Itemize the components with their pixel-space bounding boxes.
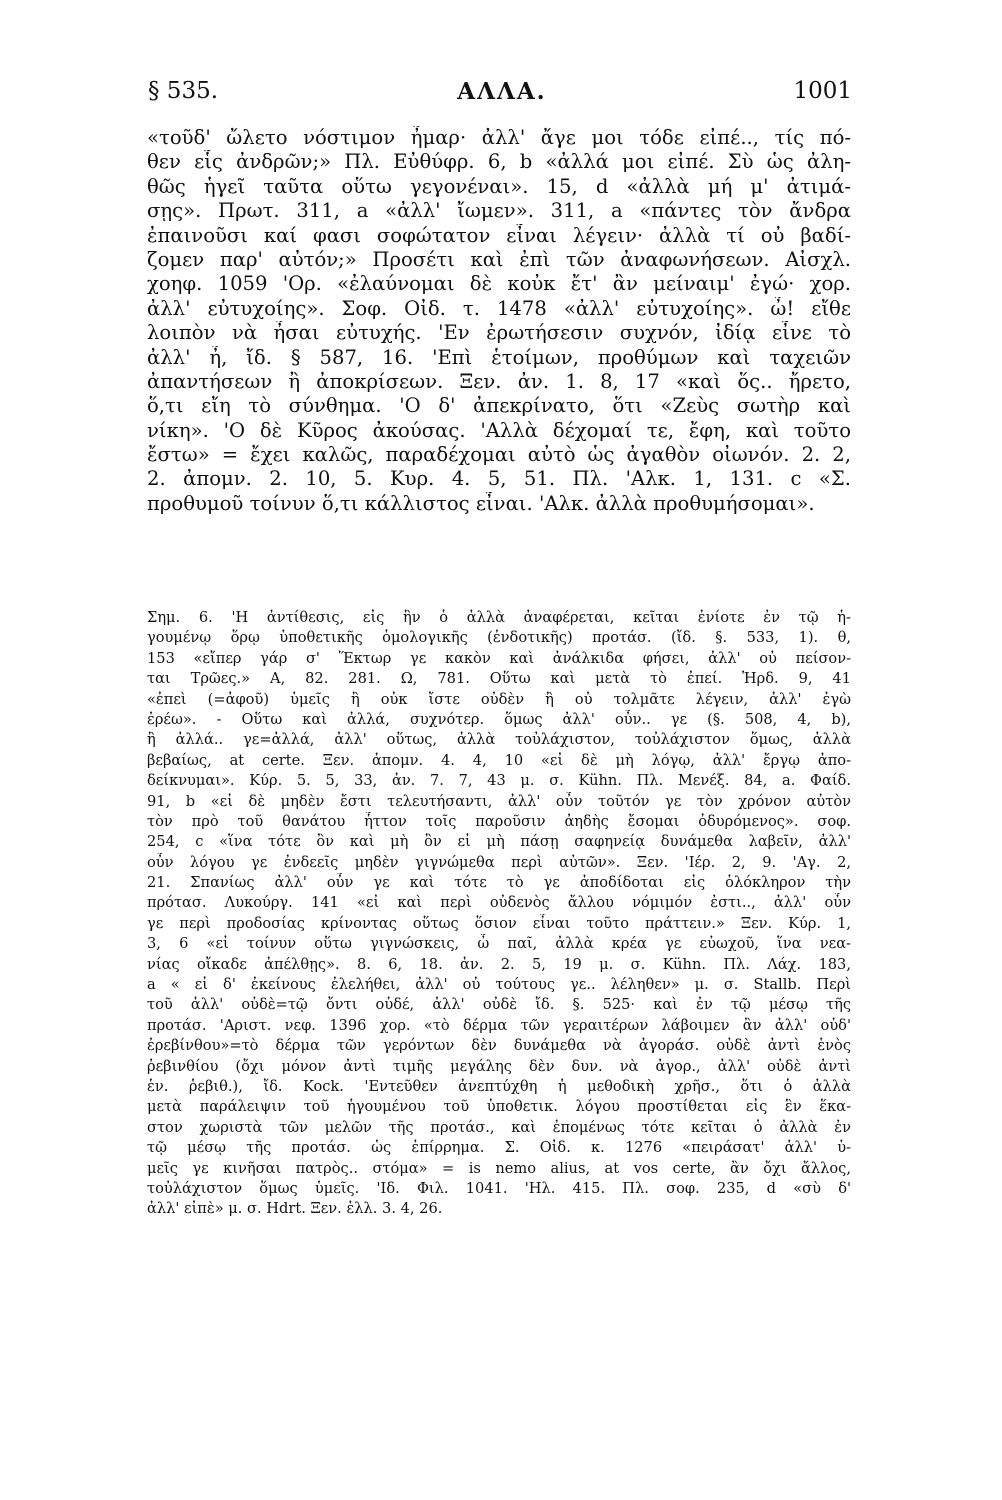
text-line: θεν εἷς ἀνδρῶν;» Πλ. Εὐθύφρ. 6, b «ἀλλά μοι εἰπέ. Σὺ ὡς ἀλη- bbox=[147, 150, 851, 174]
text-line: 2. ἀπομν. 2. 10, 5. Κυρ. 4. 5, 51. Πλ. 'Αλκ. 1, 131. c «Σ. bbox=[147, 467, 851, 491]
footnote-line: μεῖς γε κινῆσαι πατρὸς.. στόμα» = is nemo alius, at vos certe, ἂν ὄχι ἄλλος, bbox=[147, 1159, 851, 1177]
footnote-line: τὸν πρὸ τοῦ θανάτου ἧττον τοῖς παροῦσιν ἀηδὴς ἔσομαι ὀδυρόμενος». σοφ. bbox=[147, 812, 851, 830]
footnote-line: 153 «εἴπερ γάρ σ' Ἕκτωρ γε κακὸν καὶ ἀνάλκιδα φήσει, ἀλλ' οὐ πείσον- bbox=[147, 649, 851, 667]
footnote-line: ἢ ἀλλά.. γε=ἀλλά, ἀλλ' οὕτως, ἀλλὰ τοὐλάχιστον, τοὐλάχιστον ὅμως, ἀλλὰ bbox=[147, 731, 851, 749]
text-line: ἐπαινοῦσι καί φασι σοφώτατον εἶναι λέγειν· ἀλλὰ τί οὐ βαδί- bbox=[147, 223, 851, 247]
footnote-line: 3, 6 «εἰ τοίνυν οὕτω γιγνώσκεις, ὦ παῖ, ἀλλὰ κρέα γε εὐωχοῦ, ἵνα νεα- bbox=[147, 935, 851, 953]
footnote-line: τοὐλάχιστον ὅμως ὑμεῖς. 'Ιδ. Φιλ. 1041. 'Ηλ. 415. Πλ. σοφ. 235, d «σὺ δ' bbox=[147, 1179, 851, 1197]
page-number: 1001 bbox=[793, 78, 852, 104]
footnote-line: 91, b «εἰ δὲ μηδὲν ἔστι τελευτήσαντι, ἀλλ' οὖν τοῦτόν γε τὸν χρόνον αὐτὸν bbox=[147, 792, 851, 810]
text-line: ἀπαντήσεων ἢ ἀποκρίσεων. Ξεν. ἀν. 1. 8, 17 «καὶ ὅς.. ἤρετο, bbox=[147, 369, 851, 393]
footnote-line: βεβαίως, at certe. Ξεν. ἀπομν. 4. 4, 10 «εἰ δὲ μὴ λόγῳ, ἀλλ' ἔργῳ ἀπο- bbox=[147, 751, 851, 769]
text-line: «τοῦδ' ὤλετο νόστιμον ἦμαρ· ἀλλ' ἄγε μοι τόδε εἰπέ.., τίς πό- bbox=[147, 126, 851, 149]
text-line: σῃς». Πρωτ. 311, a «ἀλλ' ἴωμεν». 311, a «πάντες τὸν ἄνδρα bbox=[147, 199, 851, 223]
footnote-line: ἑν. ῥεβιθ.), ἴδ. Kock. 'Εντεῦθεν ἀνεπτύχθη ἡ μεθοδικὴ χρῆσ., ὅτι ὁ ἀλλὰ bbox=[147, 1077, 851, 1095]
text-line: θῶς ἡγεῖ ταῦτα οὕτω γεγονέναι». 15, d «ἀλλὰ μή μ' ἀτιμά- bbox=[147, 174, 851, 198]
footnote-line: 254, c «ἵνα τότε ὂν καὶ μὴ ὂν εἰ μὴ πάσῃ σαφηνείᾳ δυνάμεθα λαβεῖν, ἀλλ' bbox=[147, 833, 851, 851]
footnote-line: a « εἰ δ' ἐκείνους ἐλελήθει, ἀλλ' οὐ τούτους γε.. λέληθεν» μ. σ. Stallb. Περὶ bbox=[147, 976, 851, 994]
text-line: λοιπὸν νὰ ἦσαι εὐτυχής. 'Εν ἐρωτήσεσιν συχνόν, ἰδίᾳ εἶνε τὸ bbox=[147, 321, 851, 345]
footnote-line: στον χωριστὰ τῶν μελῶν τῆς προτάσ., καὶ ἐπομένως τότε κεῖται ὁ ἀλλὰ ἐν bbox=[147, 1118, 851, 1136]
text-line: νίκη». 'Ο δὲ Κῦρος ἀκούσας. 'Αλλὰ δέχομαί τε, ἔφη, καὶ τοῦτο bbox=[147, 418, 851, 442]
footnote-line: πρότασ. Λυκούργ. 141 «εἰ καὶ περὶ οὐδενὸς ἄλλου νόμιμόν ἐστι.., ἀλλ' οὖν bbox=[147, 894, 851, 912]
footnote-line: ἀλλ' εἰπὲ» μ. σ. Hdrt. Ξεν. ἑλλ. 3. 4, 26. bbox=[147, 1200, 443, 1218]
footnote-line: μετὰ παράλειψιν τοῦ ἡγουμένου τοῦ ὑποθετικ. λόγου προστίθεται εἰς ἓν ἕκα- bbox=[147, 1098, 851, 1116]
footnote-line: προτάσ. 'Αριστ. νεφ. 1396 χορ. «τὸ δέρμα τῶν γεραιτέρων λάβοιμεν ἂν ἀλλ' οὐδ' bbox=[147, 1016, 851, 1034]
text-line: ζομεν παρ' αὐτόν;» Προσέτι καὶ ἐπὶ τῶν ἀναφωνήσεων. Αἰσχλ. bbox=[147, 247, 851, 271]
footnote-line: οὖν λόγου γε ἐνδεεῖς μηδὲν γιγνώμεθα περὶ αὐτῶν». Ξεν. 'Ιέρ. 2, 9. 'Αγ. 2, bbox=[147, 853, 851, 871]
section-number: § 535. bbox=[148, 78, 219, 104]
text-line: χοηφ. 1059 'Ορ. «ἐλαύνομαι δὲ κοὐκ ἔτ' ἂν μείναιμ' ἐγώ· χορ. bbox=[147, 272, 851, 296]
footnote-line: ται Τρῶες.» Α, 82. 281. Ω, 781. Οὕτω καὶ μετὰ τὸ ἐπεί. Ἡρδ. 9, 41 bbox=[147, 670, 851, 688]
footnote-line: Σημ. 6. 'Η ἀντίθεσις, εἰς ἣν ὁ ἀλλὰ ἀναφέρεται, κεῖται ἐνίοτε ἐν τῷ ἡ- bbox=[147, 609, 851, 626]
footnote-line: τοῦ ἀλλ' οὐδὲ=τῷ ὄντι οὐδέ, ἀλλ' οὐδὲ ἴδ. §. 525· καὶ ἐν τῷ μέσῳ τῆς bbox=[147, 996, 851, 1014]
running-title: ΑΛΛΑ. bbox=[457, 78, 547, 105]
footnote-line: τῷ μέσῳ τῆς προτάσ. ὡς ἐπίρρημα. Σ. Οἰδ. κ. 1276 «πειράσατ' ἀλλ' ὑ- bbox=[147, 1139, 851, 1157]
footnote-line: νίας οἴκαδε ἀπέλθῃς». 8. 6, 18. ἀν. 2. 5, 19 μ. σ. Kühn. Πλ. Λάχ. 183, bbox=[147, 955, 851, 973]
text-line: ἀλλ' ἦ, ἴδ. § 587, 16. 'Επὶ ἑτοίμων, προθύμων καὶ ταχειῶν bbox=[147, 345, 851, 369]
footnote-line: 21. Σπανίως ἀλλ' οὖν γε καὶ τότε τὸ γε ἀποδίδοται εἰς ὁλόκληρον τὴν bbox=[147, 874, 851, 892]
footnote-line: γουμένῳ ὅρῳ ὑποθετικῆς ὁμολογικῆς (ἐνδοτικῆς) προτάσ. (ἴδ. §. 533, 1). θ, bbox=[147, 629, 851, 647]
text-line: ἀλλ' εὐτυχοίης». Σοφ. Οἰδ. τ. 1478 «ἀλλ' εὐτυχοίης». ὦ! εἴθε bbox=[147, 296, 851, 320]
main-text bbox=[147, 126, 851, 516]
footnote-line: ἐρεβίνθου»=τὸ δέρμα τῶν γερόντων δὲν δυνάμεθα νὰ ἀγοράσ. οὐδὲ ἀντὶ ἑνὸς bbox=[147, 1037, 851, 1055]
text-line: προθυμοῦ τοίνυν ὅ,τι κάλλιστος εἶναι. 'Αλκ. ἀλλὰ προθυμήσομαι». bbox=[147, 491, 815, 515]
footnote-line: ἐρέω». - Οὕτω καὶ ἀλλά, συχνότερ. ὅμως ἀλλ' οὖν.. γε (§. 508, 4, b), bbox=[147, 710, 851, 728]
text-line: ἔστω» = ἔχει καλῶς, παραδέχομαι αὐτὸ ὡς ἀγαθὸν οἰωνόν. 2. 2, bbox=[147, 443, 851, 467]
text-line: ὅ,τι εἴη τὸ σύνθημα. 'Ο δ' ἀπεκρίνατο, ὅτι «Ζεὺς σωτὴρ καὶ bbox=[147, 394, 851, 418]
footnote-text bbox=[147, 608, 851, 1220]
footnote-line: «ἐπεὶ (=ἀφοῦ) ὑμεῖς ἢ οὐκ ἴστε οὐδὲν ἢ οὐ τολμᾶτε λέγειν, ἀλλ' ἐγὼ bbox=[147, 690, 851, 708]
page-header bbox=[148, 78, 856, 112]
footnote-line: δείκνυμαι». Κύρ. 5. 5, 33, ἀν. 7. 7, 43 μ. σ. Kühn. Πλ. Μενέξ. 84, a. Φαίδ. bbox=[147, 772, 851, 790]
footnote-line: ῥεβινθίου (ὄχι μόνον ἀντὶ τιμῆς μεγάλης δὲν δυν. νὰ ἀγορ., ἀλλ' οὐδὲ ἀντὶ bbox=[147, 1057, 851, 1075]
footnote-line: γε περὶ προδοσίας κρίνοντας οὕτως ὅσιον εἶναι τοῦτο πράττειν.» Ξεν. Κύρ. 1, bbox=[147, 914, 851, 932]
